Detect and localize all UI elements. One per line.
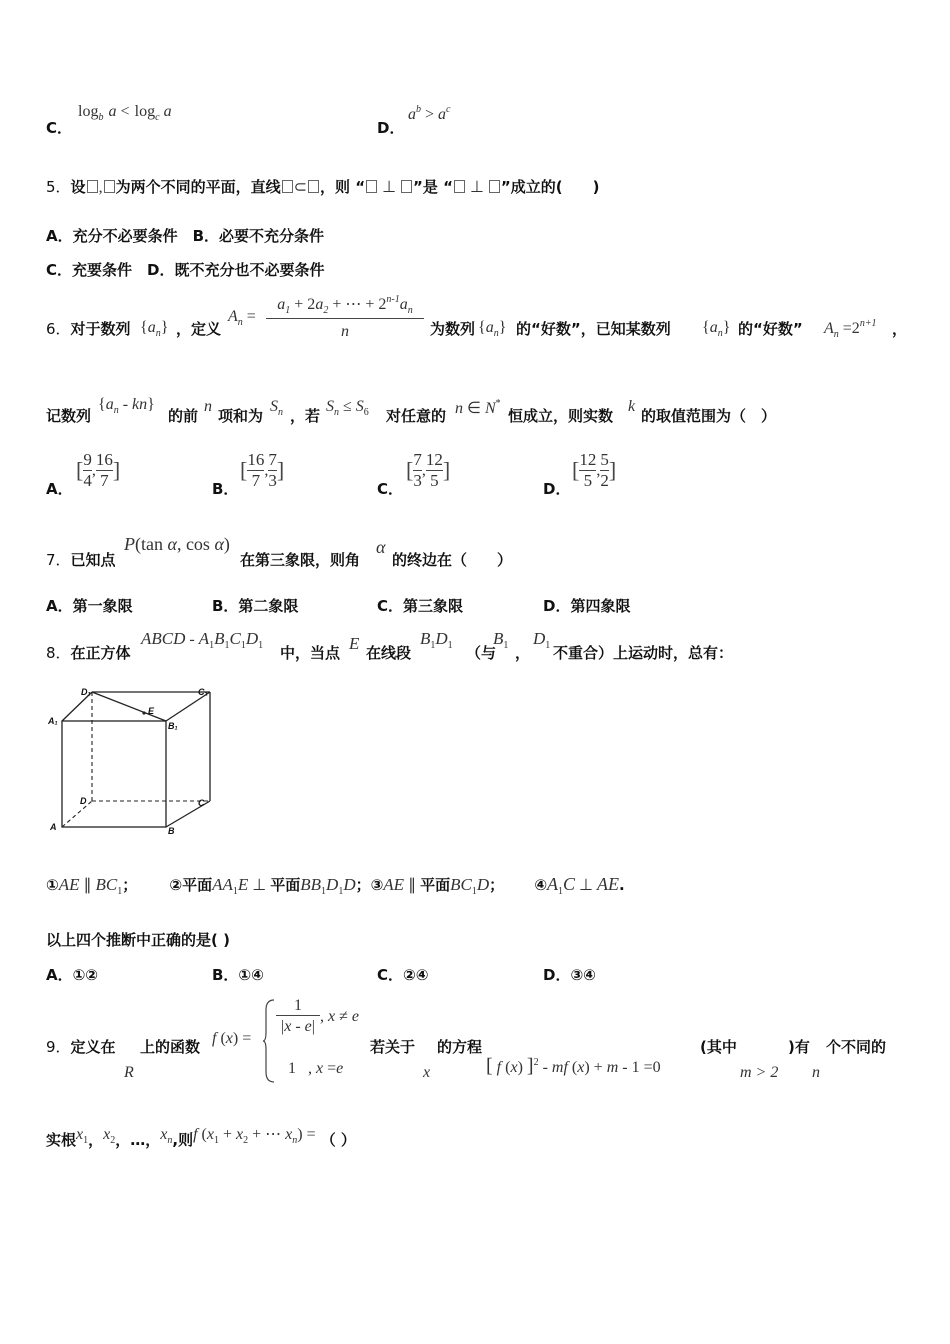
q9-text-5: (其中 [700, 1038, 737, 1056]
q5-options-ab: A．充分不必要条件 B．必要不充分条件 [46, 227, 325, 245]
q6-opt-a-label: A． [46, 480, 73, 498]
q9-text-2: 上的函数 [140, 1038, 201, 1056]
q7-alpha: α [376, 537, 386, 557]
q9-piecewise-brace [262, 998, 276, 1084]
q6-seq-an-kn: $\{a_n - kn\}$ [98, 396, 155, 416]
q5-options-cd: C．充要条件 D．既不充分也不必要条件 [46, 261, 325, 279]
q6-text-5: 的“好数” [738, 320, 803, 338]
q8-D1: $D_1$ [533, 629, 551, 651]
q8-E: E [349, 634, 360, 653]
q9-cond: m > 2 [740, 1064, 779, 1081]
q8-text-2: 中，当点 [280, 644, 341, 662]
q6-l2-4: ，若 [290, 407, 321, 425]
q8-opt-d: D．③④ [543, 966, 596, 984]
q9-num: 9．定义在 [46, 1038, 116, 1056]
q8-opt-a: A．①② [46, 966, 99, 984]
q6-text-3: 为数列 [430, 320, 476, 338]
q8-prompt: 以上四个推断中正确的是( ) [46, 931, 230, 949]
q6-l2-1: 记数列 [46, 407, 92, 425]
q9-line-2: 实根$x^1$，$x^2$，…，$x^n$,则f ($x_1 + x_2$ + ⋯ $x_n$) = （ ） [46, 1126, 356, 1149]
q6-opt-d-label: D． [543, 480, 571, 498]
q9-n: n [812, 1064, 820, 1081]
q6-sequence-an-2: $\{a_n\}$ [478, 319, 507, 339]
q9-x: x [423, 1064, 431, 1081]
q8-text-5: ， [515, 644, 531, 662]
q9-fx: f (x) = [212, 1030, 252, 1047]
q7-opt-b: B．第二象限 [212, 597, 299, 615]
cube-label-e: E [148, 706, 155, 716]
q6-n-in-N: n ∈ N* [455, 398, 501, 417]
cube-point-e [142, 711, 145, 714]
q8-opt-b: B．①④ [212, 966, 264, 984]
cube-label-a1: A₁ [48, 716, 58, 726]
q8-opt-c: C．②④ [377, 966, 429, 984]
q7-point-P: P(tan α, cos α) [124, 534, 230, 554]
q9-text-4: 的方程 [437, 1038, 483, 1056]
cube-label-d1: D₁ [81, 687, 91, 697]
q6-An-fraction: $a_1 + 2a_2$ + ⋯ + $2^{n-1}a_n$ n [266, 294, 424, 341]
q9-equation: [ f (x) ]$^2$ - mf (x) + m - 1 =0 [486, 1055, 661, 1077]
q6-sequence-an: $\{a_n\}$ [140, 319, 169, 339]
q7-text-3: 的终边在（ ） [392, 551, 513, 569]
cube-label-c1: C₁ [198, 687, 208, 697]
q6-l2-5: 对任意的 [386, 407, 447, 425]
q9-text-3: 若关于 [370, 1038, 416, 1056]
q8-text-3: 在线段 [366, 644, 412, 662]
q9-text-7: 个不同的 [826, 1038, 887, 1056]
q8-text-6: 不重合）上运动时，总有： [553, 644, 734, 662]
cube-label-c: C [198, 798, 205, 808]
q8-num: 8．在正方体 [46, 644, 131, 662]
q4-option-c-formula: $\log_b a < \log_c a$ [78, 103, 172, 123]
q6-text-4: 的“好数”，已知某数列 [516, 320, 671, 338]
q4-option-d-formula: $a^b > a^c$ [408, 104, 451, 123]
question-5: 5．设 , 为两个不同的平面，直线 ⊂ ，则 “ ⊥ ”是 “ ⊥ ”成立的( ) [46, 178, 600, 196]
q4-option-d-label: D． [377, 119, 405, 137]
q6-l2-6: 恒成立，则实数 [508, 407, 614, 425]
cube-label-b: B [168, 826, 175, 836]
q8-statements: ①AE ∥ $BC_1$； ②平面$AA_1E$ ⊥ 平面$BB_1D_1D$；③AE ∥ 平面$BC_1D$； $④A_1C$ ⊥ AE. [46, 874, 625, 897]
q8-cube-name: ABCD - $A_1B_1C_1D_1$ [141, 629, 264, 651]
q6-k: k [628, 398, 636, 415]
q6-num: 6．对于数列 [46, 320, 131, 338]
q6-Sn: $S_n$ [270, 398, 283, 418]
q6-Sn-le-S6: $S_n \le S_6$ [326, 398, 369, 418]
q7-opt-d: D．第四象限 [543, 597, 631, 615]
q8-B1: $B_1$ [493, 629, 509, 651]
q9-text-6: )有 [788, 1038, 810, 1056]
cube-front-face [62, 721, 166, 827]
q6-opt-d-interval: [ $\frac{12}{5}$ , $\frac{5}{2}$ ] [572, 450, 617, 490]
q8-text-4: （与 [466, 644, 497, 662]
q7-text-2: 在第三象限，则角 [240, 551, 361, 569]
q6-l2-7: 的取值范围为（ ） [641, 407, 777, 425]
q9-R: R [124, 1064, 134, 1081]
q8-B1D1: $B_1D_1$ [420, 629, 453, 651]
cube-label-b1: B₁ [168, 721, 178, 731]
cube-label-d: D [80, 796, 87, 806]
q9-piece-2: 1 , x =e [288, 1060, 344, 1077]
q6-An-lhs: $A_n$ = [228, 308, 256, 328]
q6-good-number: $A_n =2^{n+1}$ [824, 318, 877, 340]
q6-opt-b-label: B． [212, 480, 239, 498]
q6-opt-c-interval: [ $\frac{7}{3}$ , $\frac{12}{5}$ ] [406, 450, 451, 490]
cube-label-a: A [50, 822, 57, 832]
q7-opt-a: A．第一象限 [46, 597, 133, 615]
q6-define: ，定义 [176, 320, 222, 338]
q4-option-c-label: C． [46, 119, 73, 137]
q7-num: 7．已知点 [46, 551, 116, 569]
q9-piece-1: $\frac{1}{|x - e|}$ , x ≠ e [276, 997, 359, 1036]
q6-opt-b-interval: [ $\frac{16}{7}$ , $\frac{7}{3}$ ] [240, 450, 285, 490]
q6-text-6: ， [892, 320, 908, 338]
q7-opt-c: C．第三象限 [377, 597, 464, 615]
q6-n: n [204, 398, 212, 415]
cube-diag-d1b1 [92, 692, 166, 721]
q6-opt-a-interval: [ $\frac{9}{4}$ , $\frac{16}{7}$ ] [76, 450, 121, 490]
cube-hidden-ad [62, 801, 92, 827]
q6-sequence-an-3: $\{a_n\}$ [702, 319, 731, 339]
q6-l2-2: 的前 [168, 407, 199, 425]
q6-opt-c-label: C． [377, 480, 404, 498]
q6-l2-3: 项和为 [218, 407, 264, 425]
cube-figure [44, 684, 219, 840]
